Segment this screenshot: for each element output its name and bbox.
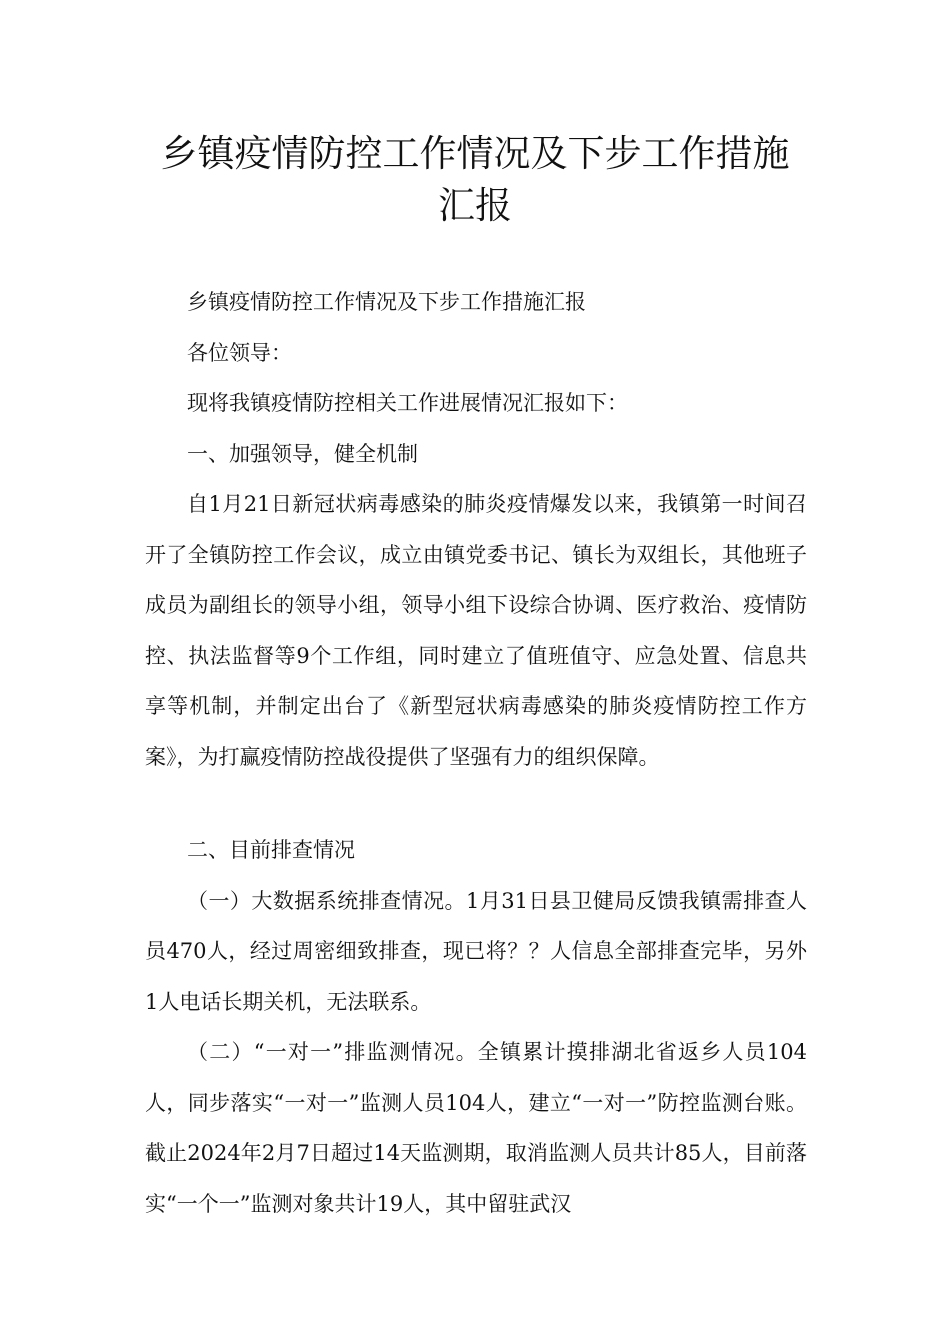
document-body-upper	[145, 277, 807, 782]
salutation-paragraph: 各位领导：	[187, 340, 292, 365]
body-paragraph-1: 自1月21日新冠状病毒感染的肺炎疫情爆发以来，我镇第一时间召开了全镇防控工作会议，成立由镇党委书记、镇长为双组长，其他班子成员为副组长的领导小组，领导小组下设综合协调、医疗救治、疫情防控、执法监督等9个工作组，同时建立了值班值守、应急处置、信息共享等机制，并制定出台了《新型冠状病毒感染的肺炎疫情防控工作方案》，为打赢疫情防控战役提供了坚强有力的组织保障。	[145, 492, 807, 769]
section-heading-1: 一、加强领导，健全机制	[187, 441, 418, 466]
document-body-lower	[145, 825, 807, 1229]
section-heading-2: 二、目前排查情况	[187, 838, 355, 862]
title-line-1: 乡镇疫情防控工作情况及下步工作措施	[160, 132, 790, 175]
title-line-2: 汇报	[438, 184, 512, 227]
intro-paragraph: 现将我镇疫情防控相关工作进展情况汇报如下：	[187, 391, 628, 415]
body-paragraph-2: （一）大数据系统排查情况。1月31日县卫健局反馈我镇需排查人员470人，经过周密细致排查，现已将？？人信息全部排查完毕，另外1人电话长期关机，无法联系。	[145, 888, 807, 1014]
subtitle-paragraph: 乡镇疫情防控工作情况及下步工作措施汇报	[187, 290, 586, 314]
body-paragraph-3: （二）“一对一”排监测情况。全镇累计摸排湖北省返乡人员104人，同步落实“一对一”监测人员104人，建立“一对一”防控监测台账。截止2024年2月7日超过14天监测期，取消监测人员共计85人，目前落实“一个一”监测对象共计19人，其中留驻武汉	[145, 1040, 807, 1216]
document-title	[120, 128, 830, 232]
